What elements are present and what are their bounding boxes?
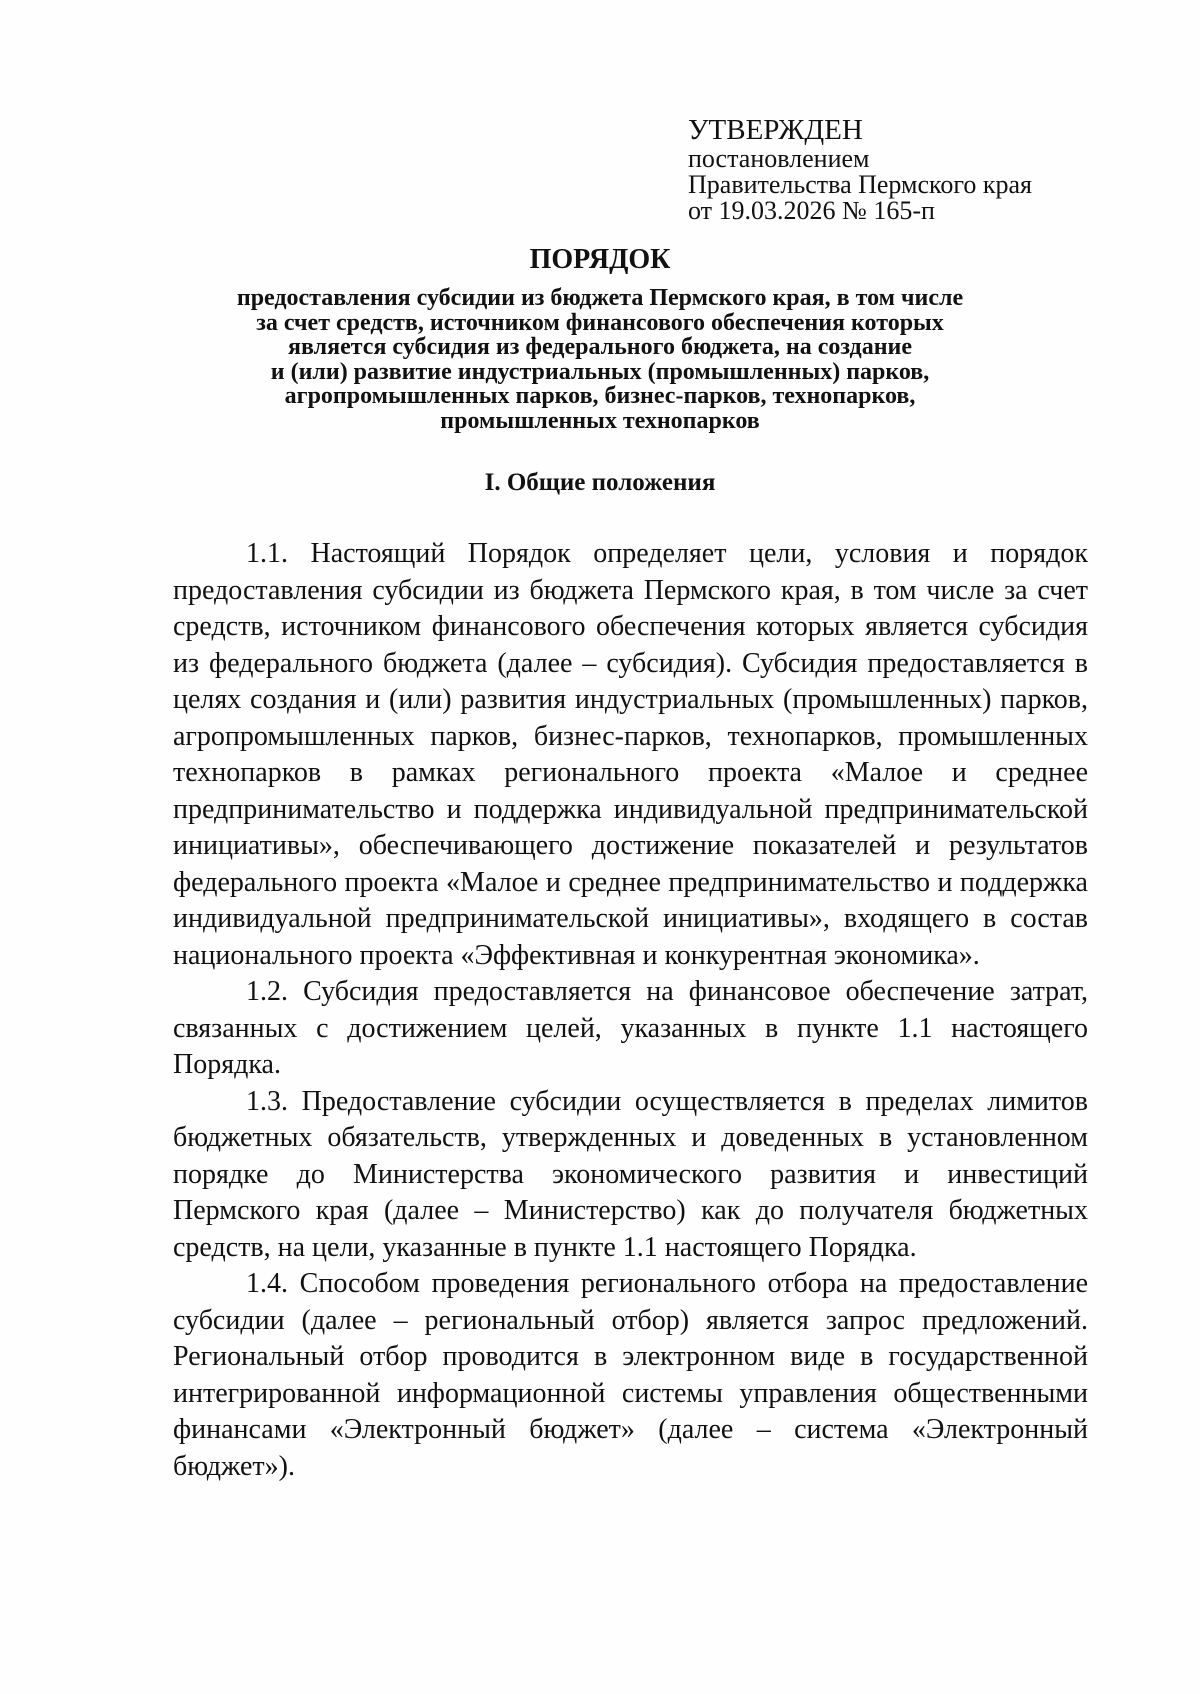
- approval-approved-label: УТВЕРЖДЕН: [688, 114, 863, 146]
- approval-date-number: от 19.03.2026 № 165-п: [688, 196, 935, 225]
- subtitle-line: и (или) развитие индустриальных (промышленных) парков,: [270, 358, 930, 385]
- subtitle-line: за счет средств, источником финансового обеспечения которых: [256, 309, 944, 336]
- paragraph-1-3: 1.3. Предоставление субсидии осуществляется в пределах лимитов бюджетных обязательств, утвержденных и доведенных в установленном порядке до Министерства экономического развития и инвестиций Пермского края (далее – Министерство) как до получателя бюджетных средств, на цели, указанные в пункте 1.1 настоящего Порядка.: [173, 1085, 1088, 1263]
- subtitle-line: предоставления субсидии из бюджета Пермского края, в том числе: [236, 285, 964, 311]
- section-heading: I. Общие положения: [484, 469, 716, 496]
- paragraph-1-4: 1.4. Способом проведения регионального отбора на предоставление субсидии (далее – региональный отбор) является запрос предложений. Региональный отбор проводится в электронном виде в государственной интегрированной информационной системы управления общественными финансами «Электронный бюджет» (далее – система «Электронный бюджет»).: [173, 1268, 1088, 1482]
- approval-by-label: постановлением: [688, 144, 870, 173]
- paragraph-1-1: 1.1. Настоящий Порядок определяет цели, условия и порядок предоставления субсидии из бюджета Пермского края, в том числе за счет средств, источником финансового обеспечения которых является субсидия из федерального бюджета (далее – субсидия). Субсидия предоставляется в целях создания и (или) развития индустриальных (промышленных) парков, агропромышленных парков, бизнес-парков, технопарков, промышленных технопарков в рамках регионального проекта «Малое и среднее предпринимательство и поддержка индивидуальной предпринимательской инициативы», обеспечивающего достижение показателей и результатов федерального проекта «Малое и среднее предпринимательство и поддержка индивидуальной предпринимательской инициативы», входящего в состав национального проекта «Эффективная и конкурентная экономика».: [173, 538, 1088, 971]
- approval-stamp: [688, 114, 1032, 224]
- subtitle-line: является субсидия из федерального бюджета, на создание: [287, 334, 913, 360]
- subtitle-line: агропромышленных парков, бизнес-парков, технопарков,: [284, 383, 916, 409]
- approval-authority: Правительства Пермского края: [688, 170, 1032, 199]
- document-title: ПОРЯДОК: [529, 244, 671, 275]
- subtitle-line: промышленных технопарков: [440, 407, 760, 434]
- document-subtitle: [160, 286, 1040, 433]
- paragraph-1-2: 1.2. Субсидия предоставляется на финансовое обеспечение затрат, связанных с достижением целей, указанных в пункте 1.1 настоящего Порядка.: [173, 976, 1088, 1080]
- document-body: [173, 536, 1088, 1485]
